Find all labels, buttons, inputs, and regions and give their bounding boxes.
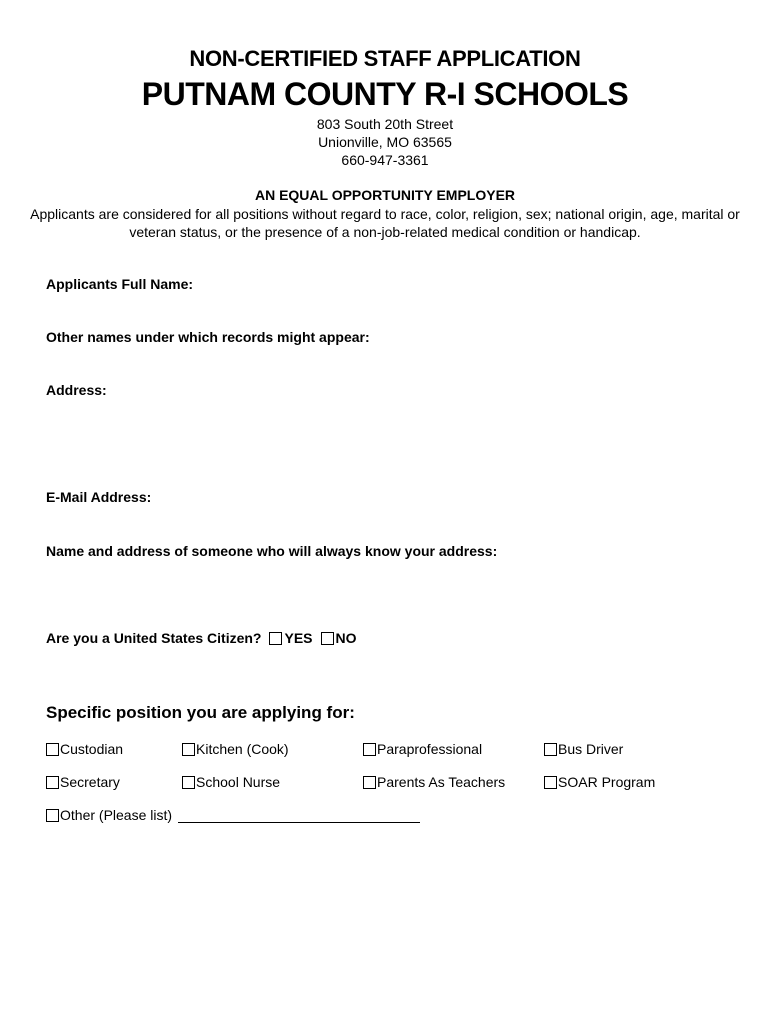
street-address: 803 South 20th Street (316, 116, 454, 132)
position-parents-as-teachers[interactable] (363, 774, 505, 790)
position-secretary[interactable] (46, 774, 120, 790)
other-checkbox[interactable] (46, 809, 59, 822)
citizen-no-checkbox[interactable] (321, 632, 334, 645)
position-school-nurse[interactable] (182, 774, 280, 790)
citizen-yes-label: YES (284, 630, 313, 646)
citizenship-label: Are you a United States Citizen? (46, 630, 262, 646)
school-nurse-checkbox[interactable] (182, 776, 195, 789)
citizen-yes-option[interactable] (269, 630, 312, 646)
position-paraprofessional[interactable] (363, 741, 482, 757)
parents-as-teachers-label: Parents As Teachers (377, 774, 506, 790)
full-name-label: Applicants Full Name: (46, 276, 194, 292)
contact-person-label: Name and address of someone who will always know your address: (46, 543, 498, 559)
kitchen-checkbox[interactable] (182, 743, 195, 756)
city-state-zip: Unionville, MO 63565 (318, 134, 452, 150)
soar-program-checkbox[interactable] (544, 776, 557, 789)
other-names-label: Other names under which records might appear: (46, 329, 370, 345)
custodian-label: Custodian (60, 741, 124, 757)
secretary-label: Secretary (60, 774, 120, 790)
school-nurse-label: School Nurse (196, 774, 281, 790)
secretary-checkbox[interactable] (46, 776, 59, 789)
citizen-yes-checkbox[interactable] (269, 632, 282, 645)
citizenship-question (46, 630, 357, 646)
citizen-no-label: NO (335, 630, 357, 646)
bus-driver-label: Bus Driver (558, 741, 624, 757)
other-label: Other (Please list) (60, 807, 173, 823)
address-label: Address: (46, 382, 107, 398)
email-label: E-Mail Address: (46, 489, 152, 505)
paraprofessional-label: Paraprofessional (377, 741, 483, 757)
form-title: NON-CERTIFIED STAFF APPLICATION (189, 46, 581, 71)
position-custodian[interactable] (46, 741, 123, 757)
eeo-statement: Applicants are considered for all positions without regard to race, color, religion, sex; national origin, age, marital or veteran status, or the presence of a non-job-related medical condition or handicap. (30, 206, 740, 240)
custodian-checkbox[interactable] (46, 743, 59, 756)
position-section-title: Specific position you are applying for: (46, 703, 355, 722)
other-position-blank[interactable] (178, 808, 420, 823)
bus-driver-checkbox[interactable] (544, 743, 557, 756)
kitchen-label: Kitchen (Cook) (196, 741, 289, 757)
position-kitchen[interactable] (182, 741, 289, 757)
citizen-no-option[interactable] (321, 630, 357, 646)
parents-as-teachers-checkbox[interactable] (363, 776, 376, 789)
school-name: PUTNAM COUNTY R-I SCHOOLS (141, 76, 629, 112)
paraprofessional-checkbox[interactable] (363, 743, 376, 756)
eeo-heading: AN EQUAL OPPORTUNITY EMPLOYER (254, 187, 516, 203)
phone-number: 660-947-3361 (341, 152, 429, 168)
position-soar-program[interactable] (544, 774, 655, 790)
position-bus-driver[interactable] (544, 741, 623, 757)
soar-program-label: SOAR Program (558, 774, 656, 790)
position-other[interactable] (46, 807, 420, 823)
